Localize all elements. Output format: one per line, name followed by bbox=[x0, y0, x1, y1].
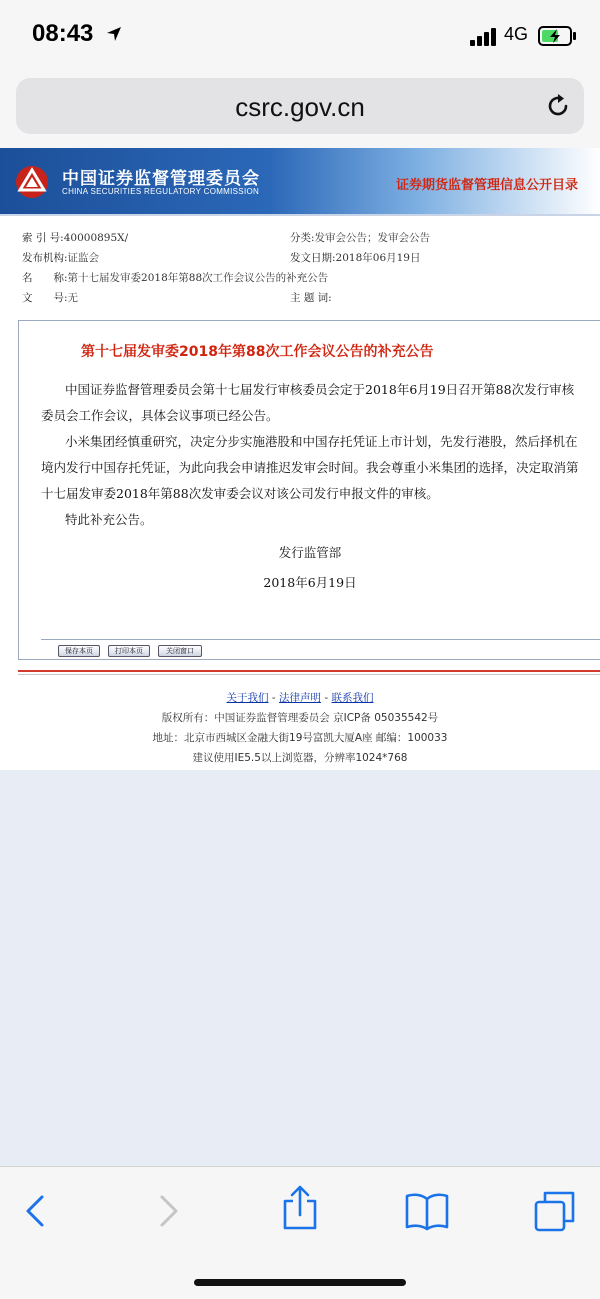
meta-row bbox=[22, 250, 582, 270]
meta-row bbox=[22, 290, 582, 310]
cellular-signal-icon bbox=[470, 28, 498, 50]
reload-icon[interactable] bbox=[544, 92, 572, 124]
site-org-name: 中国证券监督管理委员会 bbox=[62, 169, 260, 189]
divider bbox=[18, 674, 600, 675]
meta-value-index: 40000895X/ bbox=[63, 232, 129, 244]
article-title: 第十七届发审委2018年第88次工作会议公告的补充公告 bbox=[81, 344, 434, 360]
print-page-button[interactable]: 打印本页 bbox=[108, 645, 150, 657]
footer-copyright: 版权所有：中国证券监督管理委员会 京ICP备 05035542号 bbox=[161, 712, 439, 724]
meta-key-category: 分类: bbox=[290, 232, 315, 244]
site-footer bbox=[0, 688, 600, 768]
meta-key-date: 发文日期: bbox=[290, 252, 336, 264]
footer-separator: - bbox=[321, 692, 332, 704]
meta-row bbox=[22, 270, 582, 290]
meta-key-name: 名 称: bbox=[22, 272, 68, 284]
footer-browser-hint: 建议使用IE5.5以上浏览器，分辨率1024*768 bbox=[192, 752, 408, 764]
meta-key-index: 索 引 号: bbox=[22, 232, 64, 244]
web-page bbox=[0, 148, 600, 770]
share-icon[interactable] bbox=[280, 1185, 320, 1235]
save-page-button[interactable]: 保存本页 bbox=[58, 645, 100, 657]
article-paragraph: 特此补充公告。 bbox=[65, 512, 153, 527]
tabs-icon[interactable] bbox=[532, 1189, 578, 1237]
meta-key-docno: 文 号: bbox=[22, 292, 68, 304]
url-text[interactable]: csrc.gov.cn bbox=[235, 92, 365, 122]
disclosure-catalog-title: 证券期货监督管理信息公开目录 bbox=[395, 178, 578, 193]
divider bbox=[18, 670, 600, 672]
browser-top-chrome bbox=[0, 0, 600, 148]
article-box bbox=[18, 320, 600, 660]
status-bar bbox=[0, 0, 600, 70]
location-arrow-icon bbox=[106, 26, 122, 46]
footer-links bbox=[0, 688, 600, 708]
forward-icon[interactable] bbox=[154, 1191, 182, 1235]
meta-row bbox=[22, 230, 582, 250]
site-org-name-en: CHINA SECURITIES REGULATORY COMMISSION bbox=[62, 187, 260, 196]
meta-value-date: 2018年06月19日 bbox=[335, 252, 421, 264]
close-window-button[interactable]: 关闭窗口 bbox=[158, 645, 202, 657]
site-header bbox=[0, 148, 600, 216]
back-icon[interactable] bbox=[22, 1191, 50, 1235]
article-paragraph: 中国证券监督管理委员会第十七届发行审核委员会定于2018年6月19日召开第88次发行审核委员会工作会议，具体会议事项已经公告。 bbox=[41, 382, 575, 423]
battery-charging-icon bbox=[538, 26, 578, 50]
footer-link-legal[interactable]: 法律声明 bbox=[279, 692, 321, 704]
footer-link-about[interactable]: 关于我们 bbox=[226, 692, 269, 704]
article-paragraph: 小米集团经慎重研究，决定分步实施港股和中国存托凭证上市计划，先发行港股，然后择机在境内发行中国存托凭证，为此向我会申请推迟发审会时间。我会尊重小米集团的选择，决定取消第十七届发审委2018年第88次发审委会议对该公司发行申报文件的审核。 bbox=[41, 434, 579, 501]
article-signature: 发行监管部 bbox=[278, 545, 342, 560]
home-indicator[interactable] bbox=[194, 1279, 406, 1286]
footer-link-contact[interactable]: 联系我们 bbox=[331, 692, 374, 704]
meta-value-publisher: 证监会 bbox=[67, 252, 100, 264]
url-bar[interactable] bbox=[16, 78, 584, 134]
meta-key-publisher: 发布机构: bbox=[22, 252, 68, 264]
network-type: 4G bbox=[504, 24, 529, 44]
meta-value-docno: 无 bbox=[67, 292, 79, 304]
footer-address: 地址：北京市西城区金融大街19号富凯大厦A座 邮编：100033 bbox=[152, 732, 448, 744]
csrc-logo-icon bbox=[12, 164, 52, 204]
meta-key-subject: 主 题 词: bbox=[290, 292, 332, 304]
document-meta bbox=[22, 230, 582, 310]
meta-value-category: 发审会公告；发审会公告 bbox=[314, 232, 431, 244]
status-time: 08:43 bbox=[32, 20, 94, 47]
browser-toolbar bbox=[0, 1166, 600, 1299]
bookmarks-icon[interactable] bbox=[404, 1191, 450, 1235]
article-sign-date: 2018年6月19日 bbox=[263, 575, 357, 590]
meta-value-name: 第十七届发审委2018年第88次工作会议公告的补充公告 bbox=[67, 272, 329, 284]
footer-separator: - bbox=[268, 692, 279, 704]
divider bbox=[41, 639, 600, 640]
